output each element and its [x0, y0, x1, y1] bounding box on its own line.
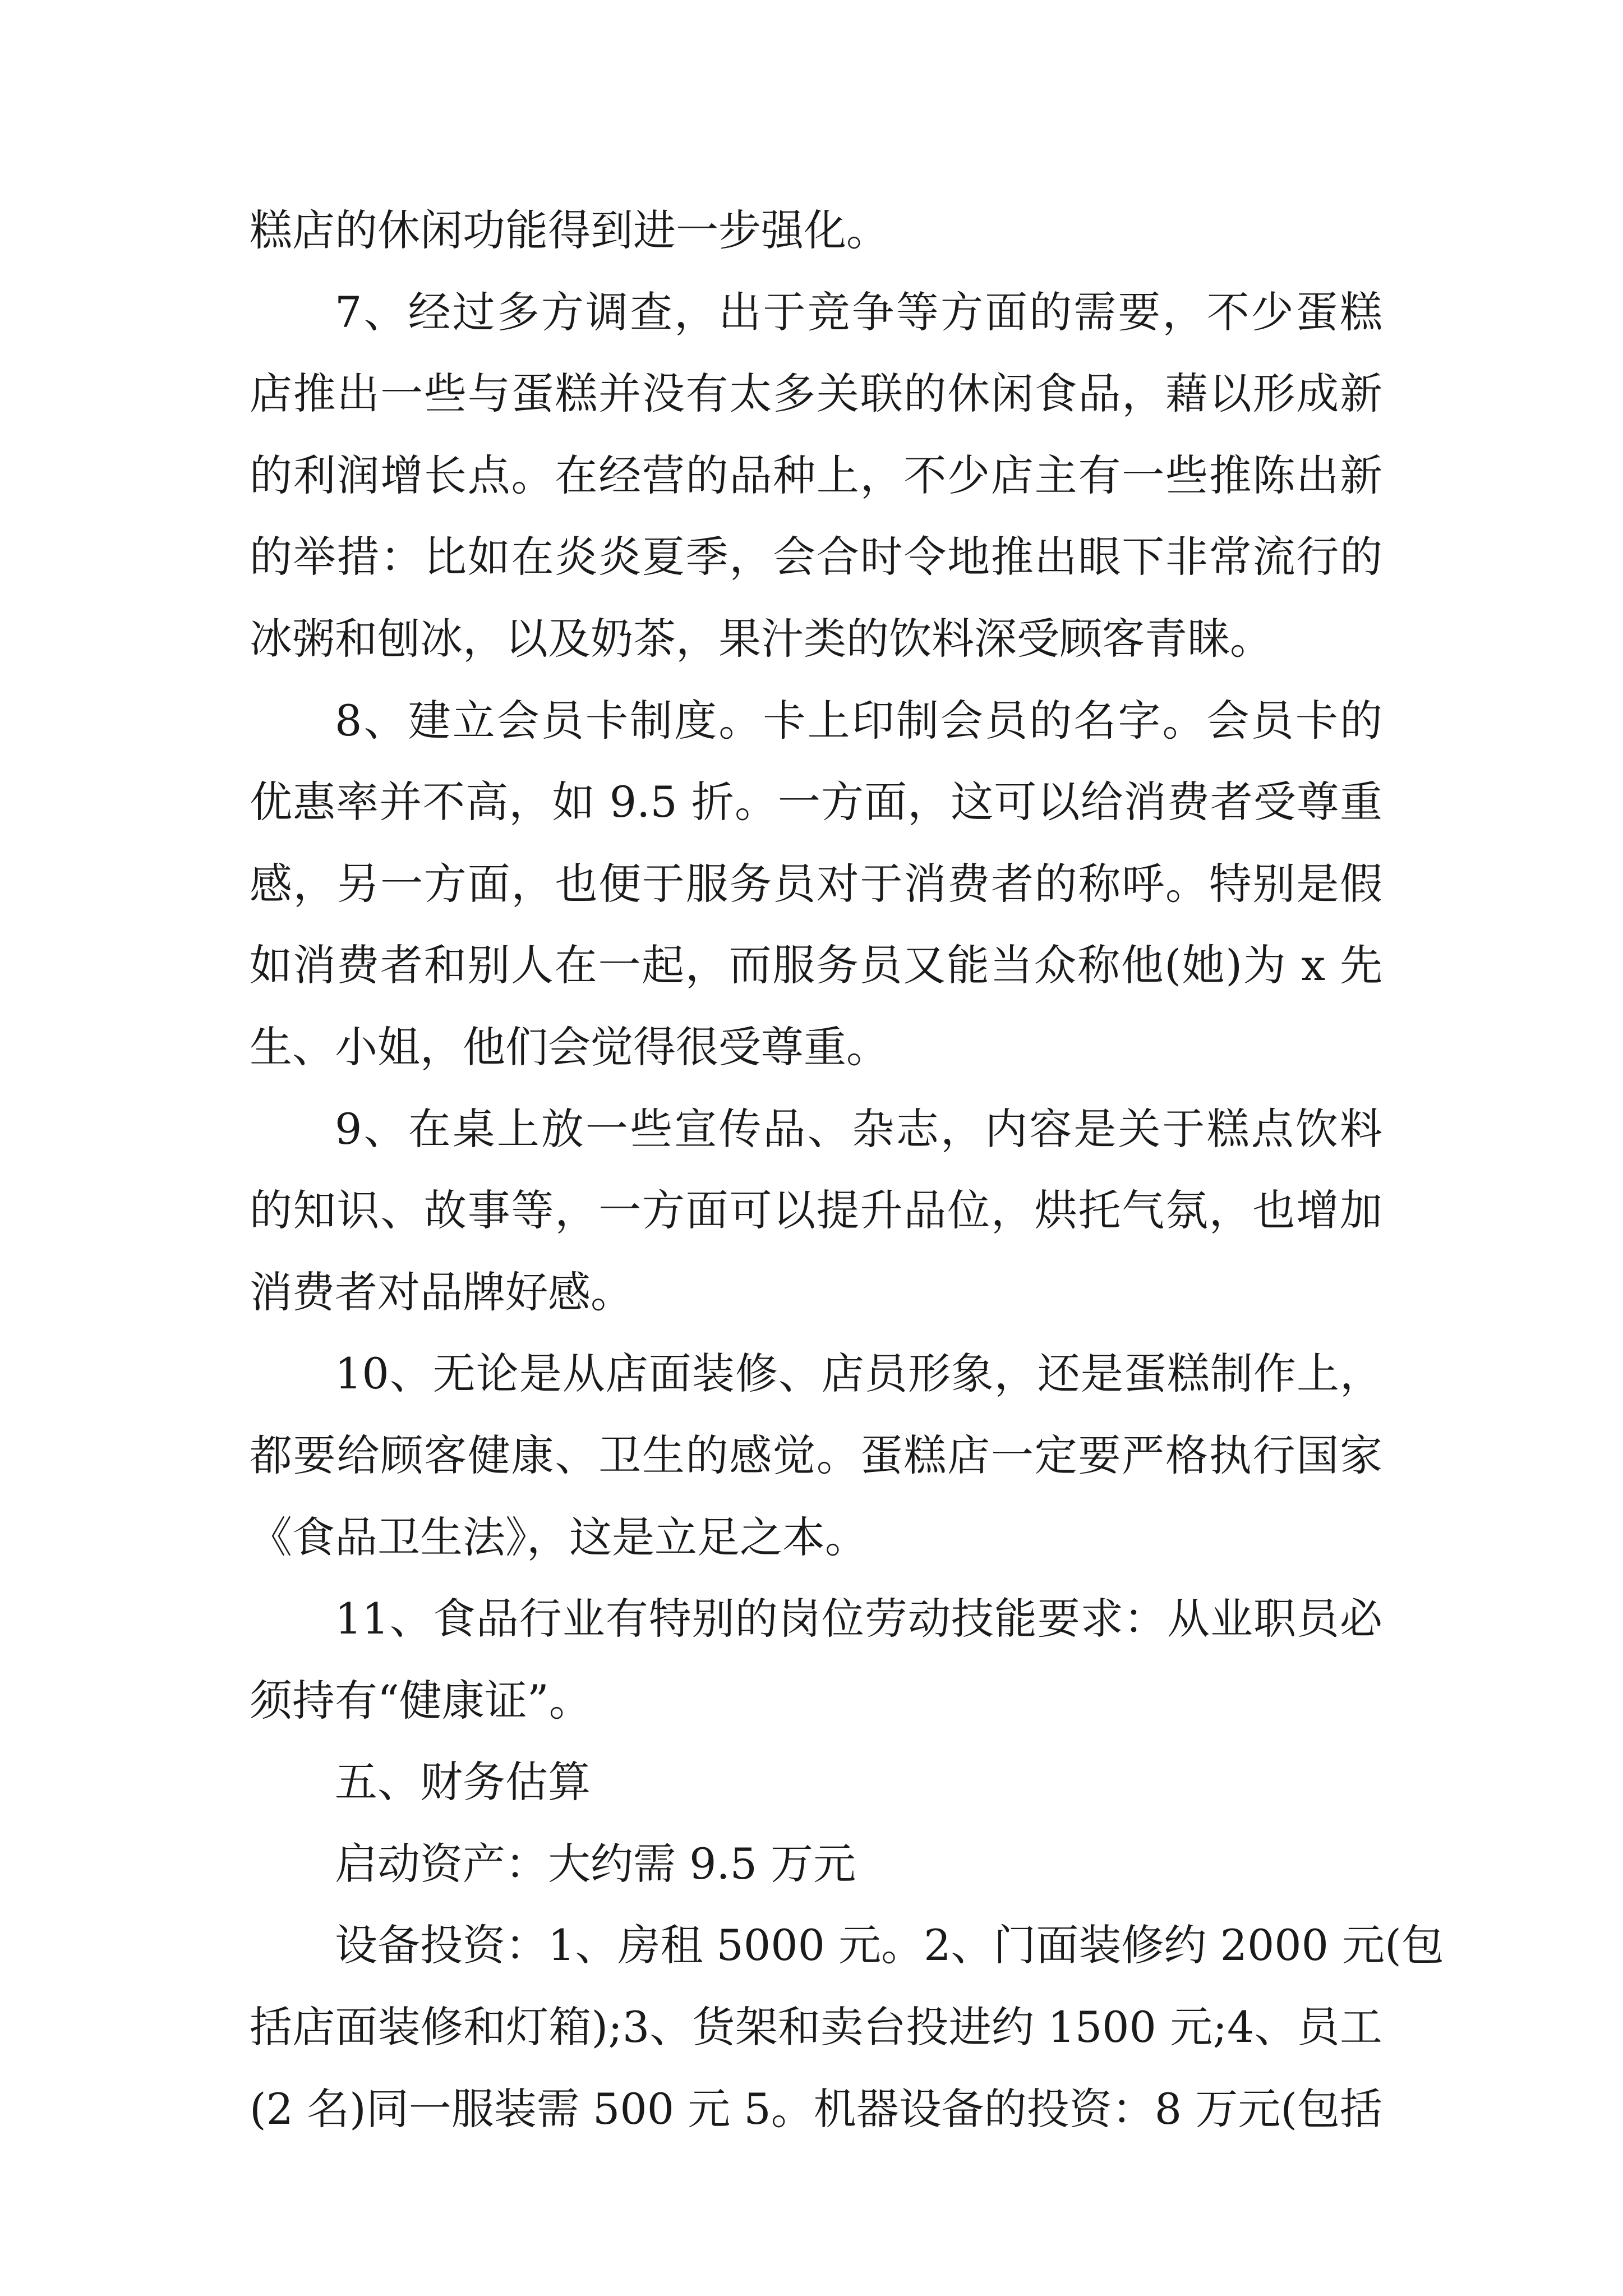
text-line: 五、财务估算 — [335, 1757, 591, 1807]
text-line: 消费者对品牌好感。 — [250, 1267, 633, 1317]
text-line: 生、小姐，他们会觉得很受尊重。 — [250, 1022, 889, 1072]
text-line: 的利润增长点。在经营的品种上，不少店主有一些推陈出新 — [250, 450, 1382, 500]
text-line: 7、经过多方调查，出于竞争等方面的需要，不少蛋糕 — [335, 287, 1382, 337]
text-line: 如消费者和别人在一起，而服务员又能当众称他(她)为 x 先 — [250, 940, 1382, 991]
text-line: 的知识、故事等，一方面可以提升品位，烘托气氛，也增加 — [250, 1185, 1382, 1236]
document-body — [250, 190, 1444, 2150]
text-line: 《食品卫生法》，这是立足之本。 — [250, 1512, 868, 1562]
text-line: 优惠率并不高，如 9.5 折。一方面，这可以给消费者受尊重 — [250, 777, 1382, 827]
text-line: 店推出一些与蛋糕并没有太多关联的休闲食品，藉以形成新 — [250, 369, 1382, 419]
text-line: 11、食品行业有特别的岗位劳动技能要求：从业职员必 — [335, 1594, 1382, 1644]
text-line: 启动资产：大约需 9.5 万元 — [335, 1838, 856, 1889]
text-line: 9、在桌上放一些宣传品、杂志，内容是关于糕点饮料 — [335, 1103, 1382, 1154]
text-line: 糕店的休闲功能得到进一步强化。 — [250, 205, 889, 255]
text-line: 括店面装修和灯箱);3、货架和卖台投进约 1500 元;4、员工 — [250, 2002, 1382, 2053]
text-line: 须持有“健康证”。 — [250, 1675, 592, 1726]
text-line: 冰粥和刨冰，以及奶茶，果汁类的饮料深受顾客青睐。 — [250, 613, 1272, 664]
text-line: 感，另一方面，也便于服务员对于消费者的称呼。特别是假 — [250, 858, 1382, 909]
text-line: (2 名)同一服装需 500 元 5。机器设备的投资：8 万元(包括 — [250, 2083, 1382, 2134]
text-line: 10、无论是从店面装修、店员形象，还是蛋糕制作上， — [335, 1349, 1382, 1399]
text-line: 8、建立会员卡制度。卡上印制会员的名字。会员卡的 — [335, 695, 1382, 746]
text-line: 设备投资：1、房租 5000 元。2、门面装修约 2000 元(包 — [335, 1920, 1444, 1971]
text-line: 都要给顾客健康、卫生的感觉。蛋糕店一定要严格执行国家 — [250, 1430, 1382, 1480]
text-line: 的举措：比如在炎炎夏季，会合时令地推出眼下非常流行的 — [250, 532, 1382, 582]
